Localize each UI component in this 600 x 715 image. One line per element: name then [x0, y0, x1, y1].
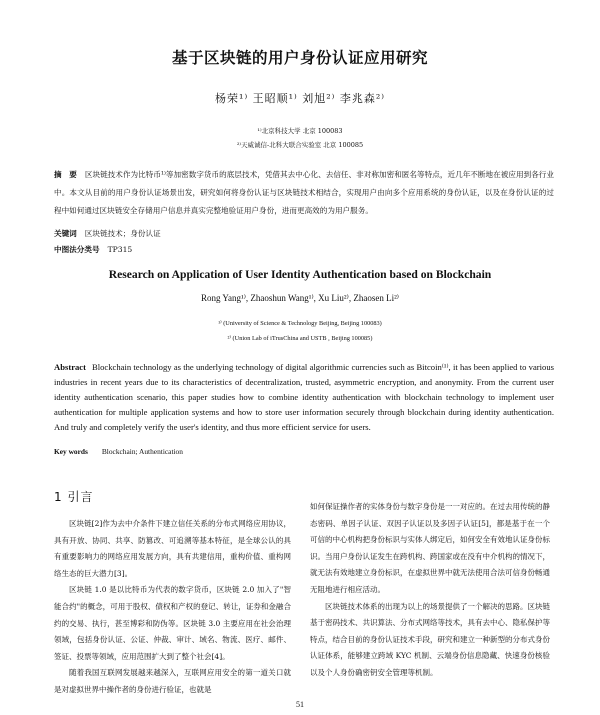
chinese-keywords-text: 区块链技术；身份认证 — [84, 229, 161, 238]
body-column-right — [310, 499, 550, 682]
page-number: 51 — [296, 700, 304, 709]
body-paragraph: 区块链 1.0 是以比特币为代表的数字货币，区块链 2.0 加入了"智能合约"的概念，可用于股权、债权和产权的登记、转让，证券和金融合约的交易、执行，甚至博彩和防伪等。区块链 3.0 主要应用在社会治理领域，包括身份认证、公证、仲裁、审计、域名、物流、医疗、邮件、签证、投票等领域，应用范围扩大到了整个社会[4]。 — [54, 585, 291, 661]
english-abstract-label: Abstract — [54, 362, 86, 372]
english-abstract-text: Blockchain technology as the underlying technology of digital algorithmic currencies such as Bitcoin⁽¹⁾, it has been applied to various industries in recent years due to its characteristics of decentralization, trusted, asymmetric encryption, and anonymity. From the current user identity authentication scenario, this paper studies how to combine identity authentication with blockchain technology to implement user authentication for multiple application systems and how to store user information securely through blockchain during identity authentication. And truly and completely verify the user's identity, and thus more efficient service for users. — [54, 362, 554, 432]
english-abstract — [54, 360, 554, 435]
section-heading-introduction: 1 引言 — [54, 490, 94, 504]
chinese-keywords — [54, 228, 554, 239]
chinese-title: 基于区块链的用户身份认证应用研究 — [171, 49, 428, 67]
chinese-affiliation-2: ²⁾天威诚信-北科大联合实验室 北京 100085 — [236, 141, 364, 149]
body-paragraph: 随着我国互联网发展越来越深入，互联网应用安全的第一道关口就是对虚拟世界中操作者的身份进行验证，也就是 — [54, 668, 291, 694]
chinese-abstract-label: 摘 要 — [54, 170, 77, 179]
english-keywords — [54, 447, 554, 456]
english-keywords-text: Blockchain; Authentication — [101, 447, 183, 456]
body-column-left — [54, 516, 291, 699]
english-keywords-label: Key words — [54, 447, 88, 456]
body-paragraph: 区块链[2]作为去中介条件下建立信任关系的分布式网络应用协议，具有开放、协同、共享、防篡改、可追溯等基本特征，是全球公认的具有重要影响力的网络应用发展方向，具有共建信用，重构价值、重构网络生态的巨大潜力[3]。 — [54, 519, 291, 578]
chinese-affiliation-1: ¹⁾北京科技大学 北京 100083 — [257, 127, 343, 135]
chinese-abstract — [54, 166, 554, 219]
english-affiliation-2: ²⁾ (Union Lab of iTrusChina and USTB , Beijing 100085) — [227, 335, 373, 342]
classification-label: 中图法分类号 — [54, 245, 100, 254]
chinese-authors: 杨荣¹⁾ 王昭顺¹⁾ 刘旭²⁾ 李兆森²⁾ — [215, 92, 385, 105]
english-affiliation-1: ¹⁾ (University of Science & Technology Beijing, Beijing 100083) — [218, 320, 382, 327]
classification-value: TP315 — [107, 245, 133, 254]
body-paragraph: 如何保证操作者的实体身份与数字身份是一一对应的。在过去用传统的静态密码、单因子认证、双因子认证以及多因子认证[5]，都是基于在一个可信的中心机构把身份标识与实体人绑定后，如何安全有效地认证身份标识。当用户身份认证发生在跨机构、跨国家或在没有中介机构的情况下，就无法有效地建立身份标识，在虚拟世界中就无法使用合法可信身份畅通无阻地进行相应活动。 — [310, 502, 550, 594]
chinese-keywords-label: 关键词 — [54, 229, 77, 238]
classification-number — [54, 244, 554, 255]
body-paragraph: 区块链技术体系的出现为以上的场景提供了一个解决的思路。区块链基于密码技术、共识算法、分布式网络等技术，具有去中心、隐私保护等特点，结合目前的身份认证技术手段，研究和建立一种新型的分布式身份认证体系，能够建立跨域 KYC 机制、云端身份信息隐藏、快速身份核验以及个人身份确密钥安全管理等机制。 — [310, 601, 550, 677]
chinese-abstract-text: 区块链技术作为比特币¹⁾等加密数字货币的底层技术，凭借其去中心化、去信任、非对称加密和匿名等特点，近几年不断地在被应用到各行业中。本文从目前的用户身份认证场景出发，研究如何将身份认证与区块链技术相结合，实现用户由向多个应用系统的身份认证，以及在身份认证的过程中如何通过区块链安全存储用户信息并真实完整地验证用户身份，进而更高效的为用户服务。 — [54, 170, 555, 215]
english-title: Research on Application of User Identity Authentication based on Blockchain — [108, 268, 492, 281]
english-authors: Rong Yang¹⁾, Zhaoshun Wang¹⁾, Xu Liu²⁾, Zhaosen Li²⁾ — [201, 293, 399, 303]
